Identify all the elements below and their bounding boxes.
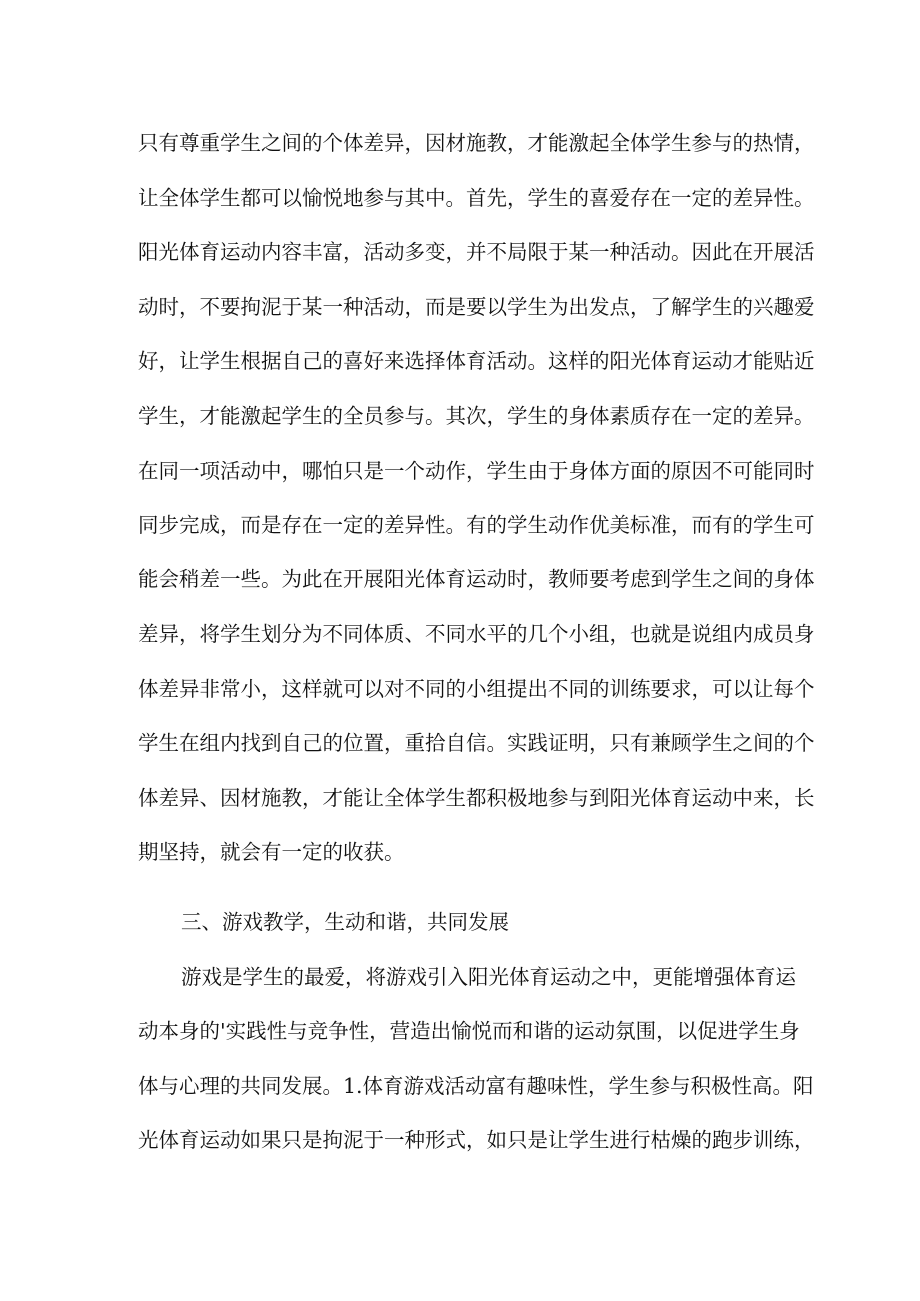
- section-heading: 三、游戏教学，生动和谐，共同发展: [181, 910, 509, 934]
- paragraph-1-line-2: 让全体学生都可以愉悦地参与其中。首先，学生的喜爱存在一定的差异性。: [138, 186, 815, 210]
- paragraph-1-line-11: 体差异非常小，这样就可以对不同的小组提出不同的训练要求，可以让每个: [138, 677, 815, 701]
- paragraph-1-line-12: 学生在组内找到自己的位置，重拾自信。实践证明，只有兼顾学生之间的个: [138, 731, 815, 755]
- paragraph-1-line-14: 期坚持，就会有一定的收获。: [138, 840, 405, 864]
- paragraph-1-line-10: 差异，将学生划分为不同体质、不同水平的几个小组，也就是说组内成员身: [138, 622, 815, 646]
- paragraph-1-line-5: 好，让学生根据自己的喜好来选择体育活动。这样的阳光体育运动才能贴近: [138, 349, 815, 373]
- paragraph-1-line-13: 体差异、因材施教，才能让全体学生都积极地参与到阳光体育运动中来，长: [138, 786, 815, 810]
- paragraph-2-line-4: 光体育运动如果只是拘泥于一种形式，如只是让学生进行枯燥的跑步训练，: [138, 1128, 815, 1152]
- paragraph-1-line-3: 阳光体育运动内容丰富，活动多变，并不局限于某一种活动。因此在开展活: [138, 240, 815, 264]
- paragraph-1-line-6: 学生，才能激起学生的全员参与。其次，学生的身体素质存在一定的差异。: [138, 404, 815, 428]
- paragraph-1-line-4: 动时，不要拘泥于某一种活动，而是要以学生为出发点，了解学生的兴趣爱: [138, 295, 815, 319]
- paragraph-2-line-2: 动本身的'实践性与竞争性，营造出愉悦而和谐的运动氛围，以促进学生身: [138, 1019, 800, 1043]
- paragraph-1-line-8: 同步完成，而是存在一定的差异性。有的学生动作优美标准，而有的学生可: [138, 513, 815, 537]
- paragraph-1-line-7: 在同一项活动中，哪怕只是一个动作，学生由于身体方面的原因不可能同时: [138, 459, 815, 483]
- paragraph-1-line-9: 能会稍差一些。为此在开展阳光体育运动时，教师要考虑到学生之间的身体: [138, 567, 815, 591]
- paragraph-2-line-1: 游戏是学生的最爱，将游戏引入阳光体育运动之中，更能增强体育运: [181, 965, 796, 989]
- paragraph-2-line-3: 体与心理的共同发展。1.体育游戏活动富有趣味性，学生参与积极性高。阳: [138, 1074, 814, 1098]
- paragraph-1-line-1: 只有尊重学生之间的个体差异，因材施教，才能激起全体学生参与的热情，: [138, 131, 815, 155]
